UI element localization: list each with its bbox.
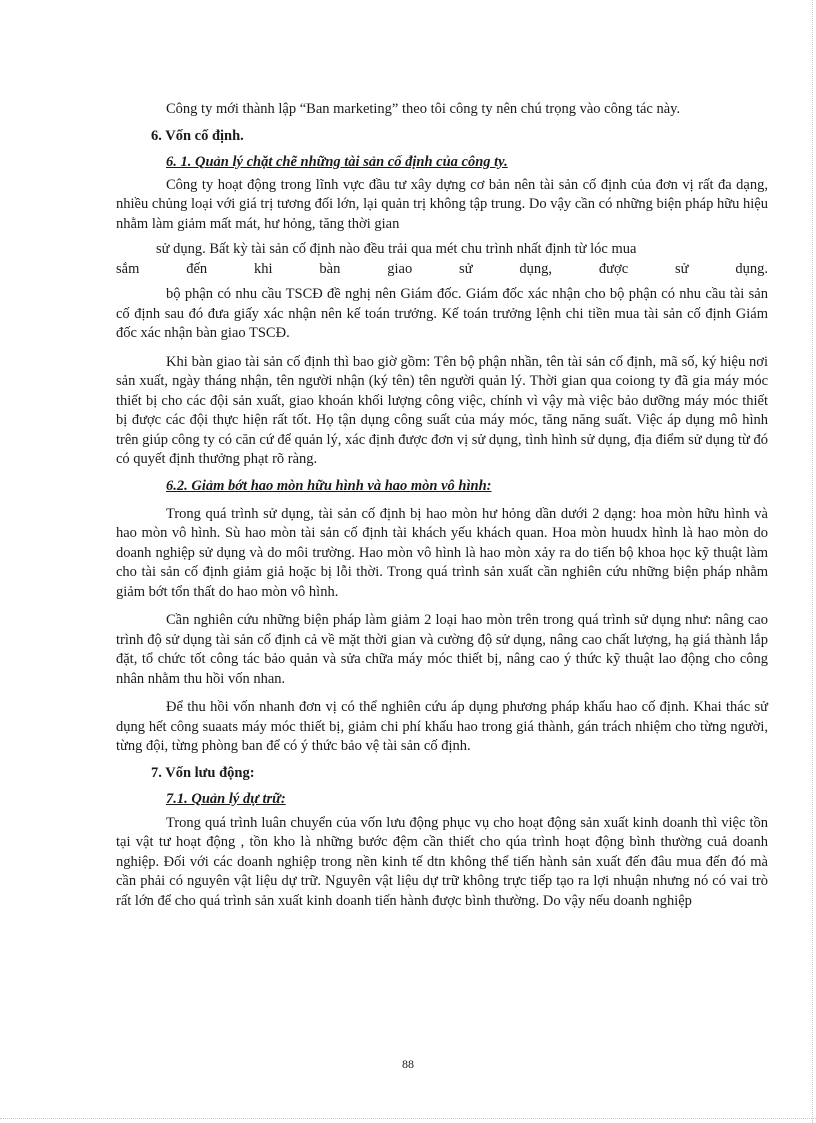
paragraph-recover-capital: Để thu hồi vốn nhanh đơn vị có thể nghiên cứu áp dụng phương pháp khấu hao cố định. Khai thác sử dụng hết công suaats máy móc thiết bị, giảm chi phí khấu hao trong giá thành, gán trách nhiệm cho từng người, từng đội, từng phòng ban để có ý thức bảo vệ tài sản cố định. <box>116 699 768 754</box>
heading-6-2-text: 6.2. Giảm bớt hao mòn hữu hình và hao mòn vô hình: <box>166 477 492 494</box>
page-body <box>116 100 768 911</box>
paragraph-tscd-request: bộ phận có nhu cầu TSCĐ đề nghị nên Giám đốc. Giám đốc xác nhận cho bộ phận có nhu cầu tài sản cố định sau đó đưa giấy xác nhận nên kế toán trưởng. Kế toán trưởng lệnh chi tiền mua tài sản cố định Giám đốc xác nhận bàn giao TSCĐ. <box>116 286 768 341</box>
paragraph-fixed-assets: Công ty hoạt động trong lĩnh vực đầu tư xây dựng cơ bản nên tài sản cố định của đơn vị rất đa dạng, nhiều chủng loại với giá trị tương đối lớn, lại quản trị không tập trung. Do vậy cần có những biện pháp hữu hiệu nhằm làm giảm mất mát, hư hỏng, tăng thời gian <box>116 176 768 232</box>
paragraph-asset-cycle-line1: sử dụng. Bất kỳ tài sản cố định nào đều trải qua mét chu trình nhất định từ lóc mua <box>156 241 637 257</box>
page-edge-right <box>812 0 813 1123</box>
paragraph-reduce-wear: Cần nghiên cứu những biện pháp làm giảm 2 loại hao mòn trên trong quá trình sử dụng như: nâng cao trình độ sử dụng tài sản cố định cả về mặt thời gian và cường độ sử dụng, nâng cao chất lượng, hạ giá thành lắp đặt, tổ chức tốt công tác bảo quản và sửa chữa máy móc thiết bị, nâng cao ý thức kỹ thuật lao động cho công nhân nhằm thu hồi vốn nhan. <box>116 612 768 687</box>
page-number: 88 <box>402 1057 414 1071</box>
heading-7-1-text: 7.1. Quản lý dự trữ: <box>166 790 286 807</box>
heading-6-1 <box>166 152 768 172</box>
heading-6-1-text: 6. 1. Quản lý chặt chẽ những tài sản cố định của công ty. <box>166 153 508 170</box>
heading-7-1 <box>166 789 768 809</box>
heading-working-capital: 7. Vốn lưu động: <box>151 764 255 781</box>
paragraph-asset-cycle-line2: sắm đến khi bàn giao sử dụng, được sử dụng. <box>116 260 768 277</box>
heading-6-2 <box>166 476 768 496</box>
paragraph-depreciation: Trong quá trình sử dụng, tài sản cố định bị hao mòn hư hỏng dần dưới 2 dạng: hoa mòn hữu hình và hao mòn vô hình. Sù hao mòn tài sản cố định tài khách yếu khách quan. Hoa mòn huudx hình là hao mòn do doanh nghiệp sử dụng và do môi trường. Hao mòn vô hình là hao mòn xảy ra do tiến bộ khoa học kỹ thuật làm cho tài sản cố định giảm giả hoặc bị lỗi thời. Trong quá trình sản xuất cần nghiên cứu những biện pháp nhằm giảm bớt tổn thất do hao mòn vô hình. <box>116 505 768 600</box>
paragraph-inventory: Trong quá trình luân chuyển của vốn lưu động phục vụ cho hoạt động sản xuất kinh doanh thì việc tồn tại vật tư hoạt động , tồn kho là những bước đệm cần thiết cho qúa trình hoạt động bình thường cuả doanh nghiệp. Đối với các doanh nghiệp trong nền kinh tế dtn không thể tiến hành sản xuất đến đâu mua đến đó mà cần phải có nguyên vật liệu dự trữ. Nguyên vật liệu dự trữ không trực tiếp tạo ra lợi nhuận nhưng nó có vai trò rất lớn để cho quá trình sản xuất kinh doanh tiến hành được bình thường. Do vậy nếu doanh nghiệp <box>116 814 768 909</box>
heading-fixed-capital: 6. Vốn cố định. <box>151 127 244 144</box>
page-edge-bottom <box>0 1118 816 1119</box>
paragraph-marketing: Công ty mới thành lập “Ban marketing” theo tôi công ty nên chú trọng vào công tác này. <box>166 101 681 117</box>
paragraph-handover: Khi bàn giao tài sản cố định thì bao giờ gồm: Tên bộ phận nhần, tên tài sản cố định, mã số, ký hiệu nơi sản xuất, ngày tháng nhận, tên người nhận (ký tên) tên người quản lý. Thời gian qua coiong ty đã gia máy móc thiết bị cho các đội sản xuất, giao khoán khối lượng công việc, chính vì vậy mà việc bảo dưỡng máy móc thiết bị được các đội thực hiện rất tốt. Họ tận dụng công suất của máy móc, tăng năng suất. Việc áp dụng mô hình trên giúp công ty có căn cứ để quản lý, xác định được đơn vị sử dụng, tình hình sử dụng, địa điểm sử dụng từ đó có quyết định thưởng phạt rõ ràng. <box>116 353 768 467</box>
